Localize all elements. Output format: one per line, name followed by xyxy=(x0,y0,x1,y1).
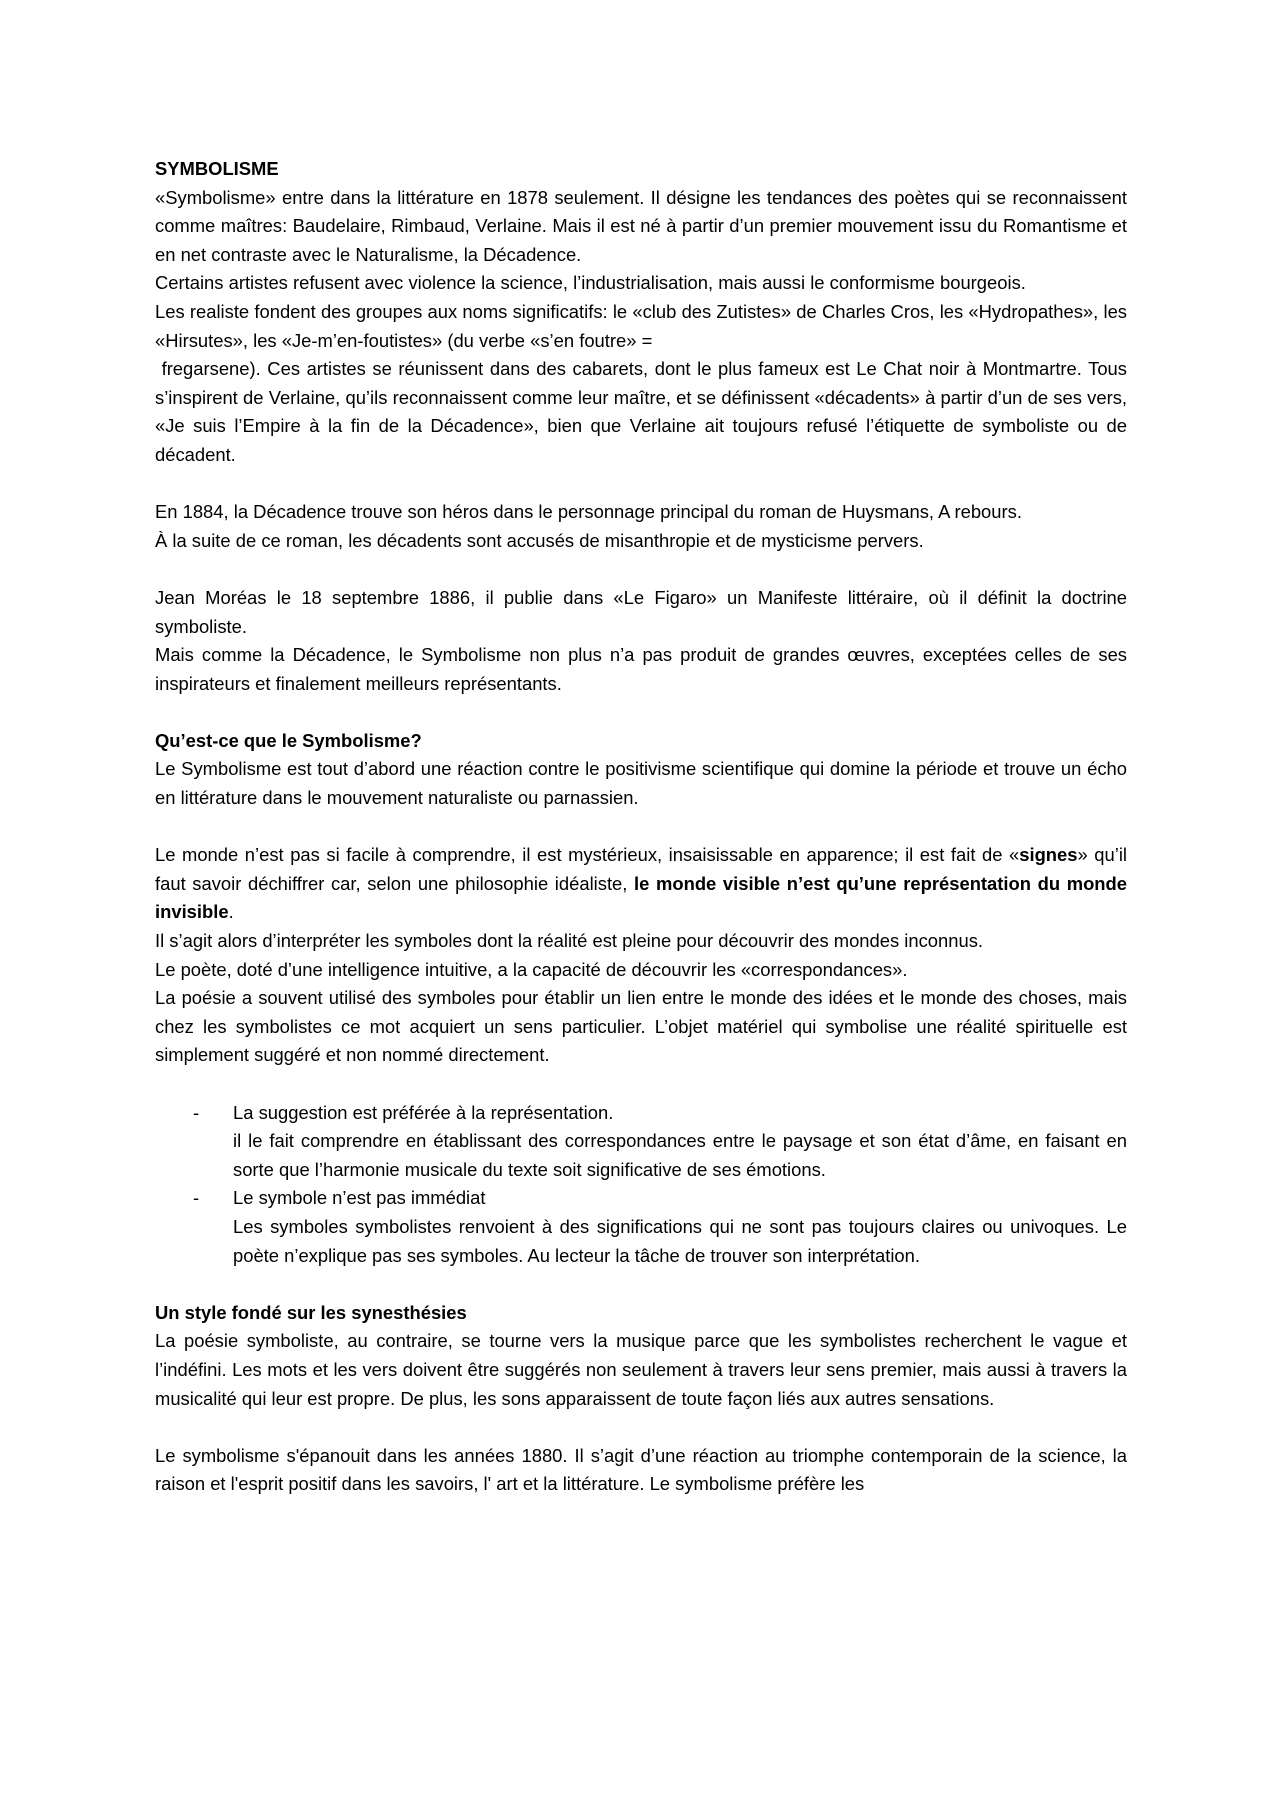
spacer xyxy=(155,1070,1127,1099)
paragraph: Mais comme la Décadence, le Symbolisme non plus n’a pas produit de grandes œuvres, exceptées celles de ses inspirateurs et finalement meilleurs représentants. xyxy=(155,644,1127,694)
list-item-head: La suggestion est préférée à la représentation. xyxy=(233,1101,614,1123)
paragraph: Le poète, doté d’une intelligence intuitive, a la capacité de découvrir les «correspondances». xyxy=(155,958,908,980)
list-item xyxy=(155,1184,1127,1270)
bold-text: signes xyxy=(1019,844,1078,866)
spacer xyxy=(155,1270,1127,1299)
list-item-body: Les symboles symbolistes renvoient à des significations qui ne sont pas toujours claires ou univoques. Le poète n’explique pas ses symboles. Au lecteur la tâche de trouver son interprétation. xyxy=(233,1215,1127,1266)
paragraph xyxy=(155,841,1127,927)
spacer xyxy=(155,813,1127,842)
section-title-quest-ce: Qu’est-ce que le Symbolisme? xyxy=(155,729,422,751)
bold-text: le monde visible n’est qu’une représentation du monde invisible xyxy=(155,872,1128,923)
section-title-symbolisme: SYMBOLISME xyxy=(155,158,279,179)
text-run: Le monde n’est pas si facile à comprendre, il est mystérieux, insaisissable en apparence; il est fait de « xyxy=(155,844,1020,866)
document-page xyxy=(155,155,1133,1499)
section-title-synesthesies: Un style fondé sur les synesthésies xyxy=(155,1301,467,1323)
list-item-body: il le fait comprendre en établissant des correspondances entre le paysage et son état d’âme, en faisant en sorte que l’harmonie musicale du texte soit significative de ses émotions. xyxy=(233,1130,1127,1180)
paragraph: Il s’agit alors d’interpréter les symboles dont la réalité est pleine pour découvrir des mondes inconnus. xyxy=(155,930,984,952)
list-item-head: Le symbole n’est pas immédiat xyxy=(233,1187,486,1209)
paragraph: La poésie a souvent utilisé des symboles pour établir un lien entre le monde des idées et le monde des choses, mais chez les symbolistes ce mot acquiert un sens particulier. L’objet matériel qui symbolise une réalité spirituelle est simplement suggéré et non nommé directement. xyxy=(155,987,1127,1066)
spacer xyxy=(155,470,1127,499)
paragraph: La poésie symboliste, au contraire, se tourne vers la musique parce que les symbolistes recherchent le vague et l’indéfini. Les mots et les vers doivent être suggérés non seulement à travers leur sens premier, mais aussi à travers la musicalité qui leur est propre. De plus, les sons apparaissent de toute façon liés aux autres sensations. xyxy=(155,1330,1127,1409)
spacer xyxy=(155,555,1127,584)
paragraph: À la suite de ce roman, les décadents sont accusés de misanthropie et de mysticisme pervers. xyxy=(155,529,924,551)
spacer xyxy=(155,698,1127,727)
paragraph: Jean Moréas le 18 septembre 1886, il publie dans «Le Figaro» un Manifeste littéraire, où il définit la doctrine symboliste. xyxy=(155,586,1127,637)
paragraph: fregarsene). Ces artistes se réunissent dans des cabarets, dont le plus fameux est Le Chat noir à Montmartre. Tous s’inspirent de Verlaine, qu’ils reconnaissent comme leur maître, et se définissent «décadents» à partir d’un de ses vers, «Je suis l’Empire à la fin de la Décadence», bien que Verlaine ait toujours refusé l’étiquette de symboliste ou de décadent. xyxy=(155,358,1133,465)
text-run: . xyxy=(228,901,234,923)
paragraph: «Symbolisme» entre dans la littérature en 1878 seulement. Il désigne les tendances des poètes qui se reconnaissent comme maîtres: Baudelaire, Rimbaud, Verlaine. Mais il est né à partir d’un premier mouvement issu du Romantisme et en net contraste avec le Naturalisme, la Décadence. xyxy=(155,186,1127,265)
dash-marker: - xyxy=(193,1187,200,1209)
bullet-list xyxy=(155,1099,1127,1271)
text-run: » qu’il faut savoir déchiffrer car, selon une philosophie idéaliste, xyxy=(155,844,1127,894)
paragraph: Les realiste fondent des groupes aux noms significatifs: le «club des Zutistes» de Charles Cros, les «Hydropathes», les «Hirsutes», les «Je-m’en-foutistes» (du verbe «s’en foutre» = xyxy=(155,300,1127,351)
dash-marker: - xyxy=(193,1101,200,1123)
paragraph: Certains artistes refusent avec violence la science, l’industrialisation, mais aussi le conformisme bourgeois. xyxy=(155,272,1026,294)
paragraph: Le Symbolisme est tout d’abord une réaction contre le positivisme scientifique qui domine la période et trouve un écho en littérature dans le mouvement naturaliste ou parnassien. xyxy=(155,758,1127,809)
paragraph: Le symbolisme s'épanouit dans les années 1880. Il s’agit d’une réaction au triomphe contemporain de la science, la raison et l'esprit positif dans les savoirs, l' art et la littérature. Le symbolisme préfère les xyxy=(155,1444,1127,1495)
list-item xyxy=(155,1099,1127,1185)
paragraph: En 1884, la Décadence trouve son héros dans le personnage principal du roman de Huysmans, A rebours. xyxy=(155,501,1022,523)
spacer xyxy=(155,1413,1127,1442)
